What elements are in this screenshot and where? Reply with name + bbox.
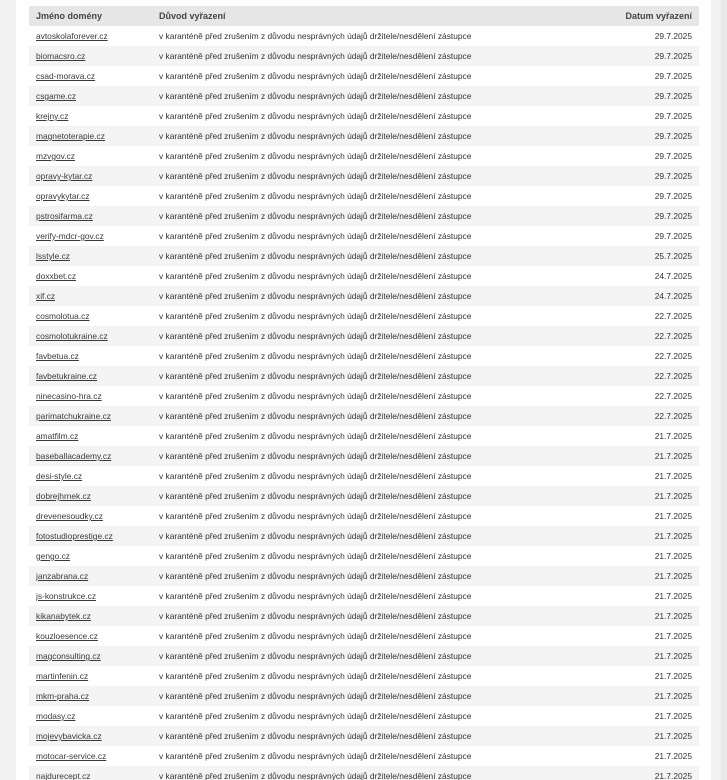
table-row [29,466,699,486]
reason-cell: v karanténě před zrušením z důvodu nesprávných údajů držitele/nesdělení zástupce [159,711,472,721]
reason-cell: v karanténě před zrušením z důvodu nesprávných údajů držitele/nesdělení zástupce [159,71,472,81]
domain-link[interactable]: baseballacademy.cz [36,451,112,461]
reason-cell: v karanténě před zrušením z důvodu nesprávných údajů držitele/nesdělení zástupce [152,206,552,226]
date-cell: 21.7.2025 [552,606,699,626]
domain-link[interactable]: cosmolotukraine.cz [36,331,108,341]
table-row [29,746,699,766]
date-cell: 21.7.2025 [654,631,692,641]
table-row [29,306,699,326]
reason-cell: v karanténě před zrušením z důvodu nesprávných údajů držitele/nesdělení zástupce [152,606,552,626]
reason-cell: v karanténě před zrušením z důvodu nesprávných údajů držitele/nesdělení zástupce [152,686,552,706]
date-cell: 22.7.2025 [552,406,699,426]
page-scrollbar[interactable] [721,0,727,780]
table-row [29,186,699,206]
reason-cell: v karanténě před zrušením z důvodu nesprávných údajů držitele/nesdělení zástupce [159,151,472,161]
domain-cell [29,526,152,546]
domain-cell [29,606,152,626]
domain-link[interactable]: csgame.cz [36,91,77,101]
domain-cell [29,686,152,706]
date-cell: 21.7.2025 [552,486,699,506]
reason-cell: v karanténě před zrušením z důvodu nesprávných údajů držitele/nesdělení zástupce [152,646,552,666]
domain-link[interactable]: verify-mdcr-gov.cz [36,231,104,241]
table-row [29,346,699,366]
table-row [29,86,699,106]
date-cell: 21.7.2025 [654,431,692,441]
date-cell: 29.7.2025 [552,126,699,146]
date-cell: 21.7.2025 [552,566,699,586]
domain-link[interactable]: opravykytar.cz [36,191,90,201]
domain-link[interactable]: mzvgov.cz [36,151,75,161]
reason-cell: v karanténě před zrušením z důvodu nesprávných údajů držitele/nesdělení zástupce [159,431,472,441]
domain-link[interactable]: najdurecept.cz [36,771,91,780]
date-cell: 29.7.2025 [654,111,692,121]
table-row [29,606,699,626]
domain-cell [29,446,152,466]
domain-link[interactable]: desi-style.cz [36,471,83,481]
table-row [29,26,699,46]
domain-cell [29,106,152,126]
domain-link[interactable]: modasy.cz [36,711,76,721]
domain-link[interactable]: xif.cz [36,291,56,301]
domain-cell [29,226,152,246]
table-row [29,766,699,780]
domain-cell [29,726,152,746]
reason-cell: v karanténě před zrušením z důvodu nesprávných údajů držitele/nesdělení zástupce [152,446,552,466]
table-row [29,246,699,266]
domain-cell [29,186,152,206]
table-row [29,366,699,386]
date-cell: 29.7.2025 [552,166,699,186]
column-header-domain[interactable]: Jméno domény [29,6,152,26]
date-cell: 29.7.2025 [654,31,692,41]
domain-link[interactable]: avtoskolaforever.cz [36,31,108,41]
domain-link[interactable]: krejny.cz [36,111,69,121]
domain-link[interactable]: pstrosifarma.cz [36,211,93,221]
reason-cell: v karanténě před zrušením z důvodu nesprávných údajů držitele/nesdělení zástupce [159,311,472,321]
domain-link[interactable]: martinfenin.cz [36,671,89,681]
date-cell: 21.7.2025 [552,686,699,706]
domain-cell [29,66,152,86]
domain-cell [29,366,152,386]
reason-cell: v karanténě před zrušením z důvodu nesprávných údajů držitele/nesdělení zástupce [152,86,552,106]
reason-cell: v karanténě před zrušením z důvodu nesprávných údajů držitele/nesdělení zástupce [159,351,472,361]
domain-link[interactable]: mkm-praha.cz [36,691,90,701]
date-cell: 21.7.2025 [552,646,699,666]
date-cell: 21.7.2025 [654,591,692,601]
domain-cell [29,286,152,306]
table-row [29,386,699,406]
domain-cell [29,746,152,766]
table-row [29,46,699,66]
domain-cell [29,626,152,646]
domain-cell [29,306,152,326]
date-cell: 29.7.2025 [654,191,692,201]
date-cell: 29.7.2025 [552,206,699,226]
reason-cell: v karanténě před zrušením z důvodu nesprávných údajů držitele/nesdělení zástupce [159,111,472,121]
domain-cell [29,426,152,446]
column-header-date[interactable]: Datum vyřazení [552,6,699,26]
table-row [29,286,699,306]
table-row [29,566,699,586]
reason-cell: v karanténě před zrušením z důvodu nesprávných údajů držitele/nesdělení zástupce [152,406,552,426]
domain-link[interactable]: magconsulting.cz [36,651,101,661]
date-cell: 22.7.2025 [654,351,692,361]
date-cell: 24.7.2025 [654,271,692,281]
reason-cell: v karanténě před zrušením z důvodu nesprávných údajů držitele/nesdělení zástupce [152,166,552,186]
table-row [29,626,699,646]
date-cell: 22.7.2025 [654,391,692,401]
domain-link[interactable]: dobrejhrnek.cz [36,491,91,501]
reason-cell: v karanténě před zrušením z důvodu nesprávných údajů držitele/nesdělení zástupce [152,766,552,780]
table-row [29,266,699,286]
reason-cell: v karanténě před zrušením z důvodu nesprávných údajů držitele/nesdělení zástupce [152,126,552,146]
date-cell: 21.7.2025 [654,511,692,521]
domain-cell [29,646,152,666]
table-row [29,406,699,426]
date-cell: 29.7.2025 [654,71,692,81]
date-cell: 25.7.2025 [552,246,699,266]
domain-cell [29,46,152,66]
date-cell: 29.7.2025 [654,151,692,161]
table-row [29,646,699,666]
date-cell: 22.7.2025 [654,311,692,321]
domain-cell [29,206,152,226]
page-content [16,0,711,780]
table-row [29,106,699,126]
domain-cell [29,506,152,526]
domain-cell [29,586,152,606]
domain-link[interactable]: mojevybavicka.cz [36,731,102,741]
reason-cell: v karanténě před zrušením z důvodu nesprávných údajů držitele/nesdělení zástupce [152,486,552,506]
domain-link[interactable]: biomacsro.cz [36,51,86,61]
reason-cell: v karanténě před zrušením z důvodu nesprávných údajů držitele/nesdělení zástupce [159,591,472,601]
reason-cell: v karanténě před zrušením z důvodu nesprávných údajů držitele/nesdělení zástupce [152,526,552,546]
reason-cell: v karanténě před zrušením z důvodu nesprávných údajů držitele/nesdělení zástupce [152,326,552,346]
domain-cell [29,26,152,46]
reason-cell: v karanténě před zrušením z důvodu nesprávných údajů držitele/nesdělení zástupce [159,271,472,281]
table-body [29,26,699,780]
date-cell: 22.7.2025 [552,326,699,346]
reason-cell: v karanténě před zrušením z důvodu nesprávných údajů držitele/nesdělení zástupce [159,471,472,481]
table-row [29,446,699,466]
domain-cell [29,566,152,586]
domain-cell [29,406,152,426]
date-cell: 29.7.2025 [552,46,699,66]
reason-cell: v karanténě před zrušením z důvodu nesprávných údajů držitele/nesdělení zástupce [159,191,472,201]
date-cell: 24.7.2025 [552,286,699,306]
table-row [29,586,699,606]
table-row [29,666,699,686]
domain-link[interactable]: gengo.cz [36,551,70,561]
domain-link[interactable]: motocar-service.cz [36,751,107,761]
reason-cell: v karanténě před zrušením z důvodu nesprávných údajů držitele/nesdělení zástupce [152,246,552,266]
table-row [29,66,699,86]
reason-cell: v karanténě před zrušením z důvodu nesprávných údajů držitele/nesdělení zástupce [159,631,472,641]
domain-link[interactable]: janzabrana.cz [36,571,89,581]
domain-link[interactable]: cosmolotua.cz [36,311,90,321]
domain-link[interactable]: doxxbet.cz [36,271,77,281]
reason-cell: v karanténě před zrušením z důvodu nesprávných údajů držitele/nesdělení zástupce [159,751,472,761]
domain-cell [29,166,152,186]
reason-cell: v karanténě před zrušením z důvodu nesprávných údajů držitele/nesdělení zástupce [159,231,472,241]
reason-cell: v karanténě před zrušením z důvodu nesprávných údajů držitele/nesdělení zástupce [159,31,472,41]
date-cell: 21.7.2025 [552,446,699,466]
date-cell: 21.7.2025 [654,471,692,481]
domain-cell [29,766,152,780]
domain-cell [29,546,152,566]
domain-link[interactable]: kouzloesence.cz [36,631,98,641]
domain-link[interactable]: csad-morava.cz [36,71,96,81]
table-row [29,706,699,726]
domain-cell [29,266,152,286]
reason-cell: v karanténě před zrušením z důvodu nesprávných údajů držitele/nesdělení zástupce [159,391,472,401]
reason-cell: v karanténě před zrušením z důvodu nesprávných údajů držitele/nesdělení zástupce [152,46,552,66]
domain-link[interactable]: kikanabytek.cz [36,611,91,621]
table-row [29,526,699,546]
reason-cell: v karanténě před zrušením z důvodu nesprávných údajů držitele/nesdělení zástupce [159,511,472,521]
reason-cell: v karanténě před zrušením z důvodu nesprávných údajů držitele/nesdělení zástupce [152,566,552,586]
domain-cell [29,86,152,106]
domain-link[interactable]: magnetoterapie.cz [36,131,105,141]
date-cell: 29.7.2025 [654,231,692,241]
table-row [29,226,699,246]
table-row [29,506,699,526]
reason-cell: v karanténě před zrušením z důvodu nesprávných údajů držitele/nesdělení zástupce [152,366,552,386]
domain-link[interactable]: js-konstrukce.cz [36,591,97,601]
domain-cell [29,246,152,266]
domain-link[interactable]: ninecasino-hra.cz [36,391,102,401]
table-row [29,546,699,566]
table-row [29,486,699,506]
table-row [29,206,699,226]
table-row [29,126,699,146]
domain-cell [29,706,152,726]
table-row [29,146,699,166]
table-row [29,426,699,446]
date-cell: 21.7.2025 [654,551,692,561]
date-cell: 21.7.2025 [552,766,699,780]
domain-cell [29,326,152,346]
domain-link[interactable]: amatfilm.cz [36,431,79,441]
domain-link[interactable]: parimatchukraine.cz [36,411,111,421]
date-cell: 21.7.2025 [654,711,692,721]
domain-link[interactable]: fotostudioprestige.cz [36,531,113,541]
date-cell: 22.7.2025 [552,366,699,386]
reason-cell: v karanténě před zrušením z důvodu nesprávných údajů držitele/nesdělení zástupce [152,286,552,306]
table-row [29,686,699,706]
domain-link[interactable]: lsstyle.cz [36,251,70,261]
removed-domains-table [29,6,699,780]
domain-cell [29,146,152,166]
domain-cell [29,346,152,366]
domain-cell [29,466,152,486]
header-row [29,6,699,26]
domain-link[interactable]: drevenesoudky.cz [36,511,103,521]
domain-link[interactable]: favbetukraine.cz [36,371,97,381]
domain-cell [29,126,152,146]
date-cell: 21.7.2025 [552,526,699,546]
domain-link[interactable]: opravy-kytar.cz [36,171,93,181]
table-header [29,6,699,26]
date-cell: 21.7.2025 [654,671,692,681]
reason-cell: v karanténě před zrušením z důvodu nesprávných údajů držitele/nesdělení zástupce [159,551,472,561]
date-cell: 21.7.2025 [654,751,692,761]
column-header-reason[interactable]: Důvod vyřazení [152,6,552,26]
date-cell: 21.7.2025 [552,726,699,746]
reason-cell: v karanténě před zrušením z důvodu nesprávných údajů držitele/nesdělení zástupce [152,726,552,746]
domain-cell [29,486,152,506]
domain-cell [29,666,152,686]
date-cell: 29.7.2025 [552,86,699,106]
table-row [29,726,699,746]
domain-link[interactable]: favbetua.cz [36,351,79,361]
table-row [29,166,699,186]
reason-cell: v karanténě před zrušením z důvodu nesprávných údajů držitele/nesdělení zástupce [159,671,472,681]
table-row [29,326,699,346]
domain-cell [29,386,152,406]
